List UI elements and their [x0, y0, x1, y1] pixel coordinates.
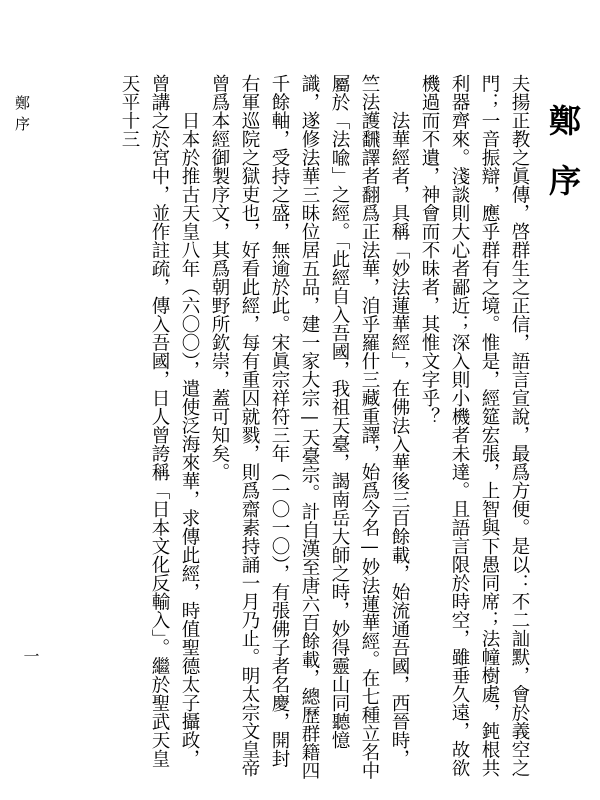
running-title: 鄭序 — [13, 95, 31, 137]
page-number: 一 — [21, 648, 40, 664]
vertical-text-body — [58, 74, 582, 782]
paragraph-1: 夫揚正教之眞傳，啓群生之正信，語言宣說，最爲方便。是以：不二訕默，會於義空之門；一音振辯，應乎群有之境。惟是，經筵宏張，上智與下愚同席；法幢樹處，鈍根共利器齊來。淺談則大心者鄙近；深入則小機者未達。且語言限於時空，雖垂久遠，故欲機過而不遺，神會而不昧者，其惟文字乎？ — [419, 74, 530, 777]
paragraph-3: 日本於推古天皇八年（六〇〇），遣使泛海來華，求傳此經，時值聖德太子攝政，曾講之於宮中，並作註疏，傳入吾國，日人曾誇稱「日本文化反輸入」。繼於聖武天皇天平十三 — [119, 74, 200, 768]
paragraph-2: 法華經者，具稱「妙法蓮華經」，在佛法入華後三百餘載，始流通吾國，西晉時，竺法護飜譯者翻爲正法華，洎乎羅什三藏重譯，始爲今名—妙法蓮華經。在七種立名中屬於「法喩」之經。「此經自入吾國，我祖天臺，謁南岳大師之時，妙得靈山同聽憶識，遂修法華三昧位居五品，建一家大宗—天臺宗。計自漢至唐六百餘載，總歷群籍四千餘軸，受持之盛，無逾於此。宋眞宗祥符三年（一〇一〇），有張佛子者名慶，開封右軍巡院之獄吏也，好看此經，每有重囚就戮，則爲齋素持誦一月乃止。明太宗文皇帝曾爲本經御製序文，其爲朝野所欽崇，蓋可知矣。 — [209, 74, 410, 780]
document-title: 鄭序 — [544, 104, 582, 224]
page-margin — [8, 0, 42, 800]
